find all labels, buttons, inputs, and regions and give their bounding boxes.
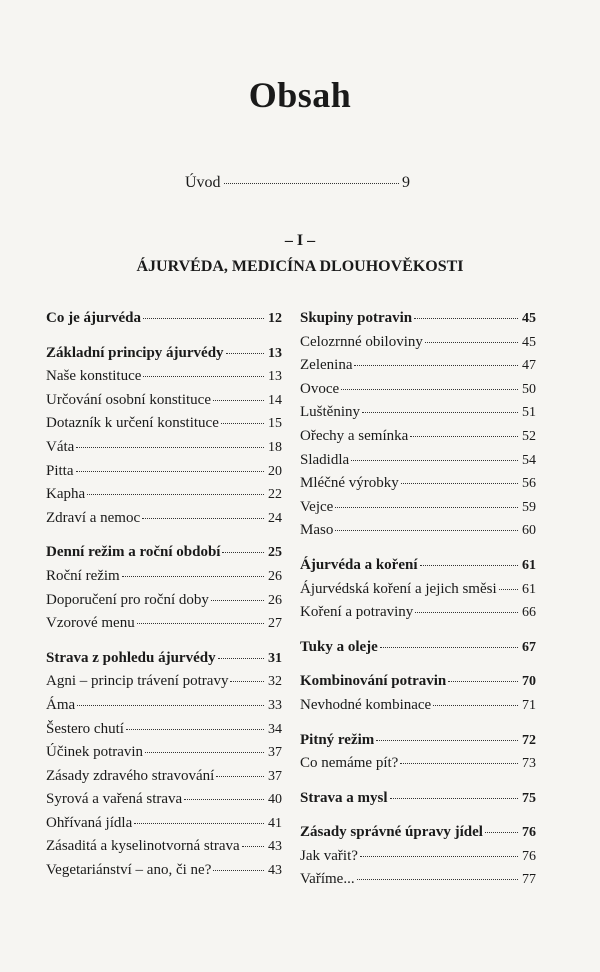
leader-dots [499,589,518,590]
leader-dots [137,623,264,624]
section-gap [46,533,282,544]
toc-entry[interactable] [46,510,282,534]
toc-entry[interactable] [46,768,282,792]
leader-dots [76,471,264,472]
leader-dots [433,705,518,706]
toc-entry[interactable] [300,871,536,895]
leader-dots [213,400,264,401]
toc-entry-label: Koření a potraviny [300,604,414,621]
toc-section-entry[interactable] [300,639,536,663]
leader-dots [415,612,518,613]
toc-entry-page: 14 [268,392,282,408]
toc-entry-page: 12 [268,311,282,326]
toc-entry-page: 60 [522,523,536,539]
part-number: – I – [284,232,316,249]
toc-entry-page: 40 [268,792,282,808]
toc-entry-label: Úvod [185,174,221,191]
toc-entry-page: 59 [522,499,536,515]
toc-entry-label: Celozrnné obiloviny [300,333,423,350]
toc-entry-page: 70 [522,674,536,690]
section-gap [300,662,536,673]
toc-entry-page: 77 [522,872,536,888]
leader-dots [87,494,264,495]
toc-entry[interactable] [46,486,282,510]
toc-entry-page: 61 [522,557,536,573]
toc-entry-page: 37 [268,768,282,784]
toc-entry-page: 61 [522,581,536,597]
toc-entry-page: 26 [268,592,282,608]
toc-entry[interactable] [46,862,282,886]
toc-entry-page: 56 [522,476,536,492]
toc-entry[interactable] [300,755,536,779]
toc-entry-page: 76 [522,848,536,864]
leader-dots [400,763,518,764]
leader-dots [143,318,264,319]
toc-section-entry[interactable] [46,650,282,674]
leader-dots [485,832,518,833]
toc-entry-label: Syrová a vařená strava [46,791,183,808]
toc-entry-label: Zdraví a nemoc [46,509,141,526]
toc-entry-label: Pitta [46,462,74,479]
toc-entry-page: 52 [522,428,536,444]
leader-dots [360,856,518,857]
toc-entry-label: Nevhodné kombinace [300,696,432,713]
leader-dots [211,600,264,601]
leader-dots [341,389,518,390]
toc-entry-page: 13 [268,369,282,385]
toc-entry-page: 51 [522,405,536,421]
toc-entry-page: 45 [522,311,536,326]
toc-entry[interactable] [46,568,282,592]
toc-entry[interactable] [46,791,282,815]
toc-section-entry[interactable] [46,544,282,568]
leader-dots [354,365,518,366]
toc-entry-label: Zásady zdravého stravování [46,767,215,784]
leader-dots [414,318,518,319]
leader-dots [126,729,264,730]
toc-entry-label: Agni – princip trávení potravy [46,673,229,690]
toc-section-entry[interactable] [300,557,536,581]
toc-entry-label: Kombinování potravin [300,673,447,690]
leader-dots [122,576,264,577]
leader-dots [242,846,264,847]
toc-entry[interactable] [300,334,536,358]
toc-entry-page: 26 [268,568,282,584]
toc-entry-page: 71 [522,697,536,713]
toc-entry-page: 34 [268,721,282,737]
toc-entry[interactable] [300,381,536,405]
toc-entry-page: 54 [522,452,536,468]
toc-entry[interactable] [46,439,282,463]
toc-entry-label: Ohřívaná jídla [46,814,133,831]
leader-dots [335,530,518,531]
toc-section-entry[interactable] [300,310,536,334]
toc-entry[interactable] [300,428,536,452]
leader-dots [222,552,264,553]
leader-dots [145,752,264,753]
toc-entry-page: 67 [522,639,536,655]
toc-left-column [46,310,282,886]
leader-dots [142,518,264,519]
section-gap [300,813,536,824]
toc-section-entry[interactable] [46,345,282,369]
toc-entry-page: 41 [268,815,282,831]
leader-dots [410,436,518,437]
toc-right-column [300,310,536,895]
toc-entry-label: Ájurvéda a koření [300,556,418,573]
toc-entry-page: 13 [268,345,282,361]
toc-entry-label: Zásady správné úpravy jídel [300,824,483,841]
toc-entry-label: Ořechy a semínka [300,427,409,444]
leader-dots [143,376,264,377]
leader-dots [216,776,264,777]
toc-entry-label: Určování osobní konstituce [46,391,211,408]
toc-entry-label: Vaříme... [300,871,355,888]
leader-dots [134,823,264,824]
section-gap [46,334,282,345]
toc-entry-page: 76 [522,825,536,841]
toc-entry-label: Doporučení pro roční doby [46,591,209,608]
leader-dots [184,799,264,800]
toc-entry-label: Dotazník k určení konstituce [46,415,219,432]
toc-entry-page: 31 [268,650,282,666]
toc-entry[interactable] [46,721,282,745]
toc-entry[interactable] [300,697,536,721]
toc-section-entry[interactable] [300,673,536,697]
toc-entry-page: 18 [268,439,282,455]
toc-entry-page: 32 [268,674,282,690]
toc-entry-label: Ovoce [300,380,340,397]
toc-entry-page: 50 [522,381,536,397]
toc-entry-label: Vejce [300,498,334,515]
leader-dots [224,183,399,184]
toc-entry-page: 72 [522,732,536,748]
leader-dots [335,507,518,508]
toc-entry-page: 43 [268,863,282,879]
toc-entry-label: Tuky a oleje [300,638,378,655]
toc-entry-label: Váta [46,438,75,455]
toc-entry[interactable] [300,475,536,499]
toc-entry-label: Denní režim a roční období [46,544,221,561]
part-title: ÁJURVÉDA, MEDICÍNA DLOUHOVĚKOSTI [136,258,464,275]
toc-entry[interactable] [46,592,282,616]
toc-entry[interactable] [46,415,282,439]
toc-entry[interactable] [46,697,282,721]
toc-entry-page: 24 [268,510,282,526]
toc-entry-label: Luštěniny [300,404,360,421]
toc-entry-label: Ájurvédská koření a jejich směsi [300,580,497,597]
toc-entry-label: Maso [300,522,334,539]
section-gap [300,721,536,732]
toc-entry[interactable] [46,368,282,392]
toc-entry-page: 75 [522,790,536,806]
toc-entry-page: 47 [522,358,536,374]
leader-dots [401,483,518,484]
toc-entry-page: 73 [522,756,536,772]
toc-entry-label: Áma [46,696,76,713]
toc-entry-label: Kapha [46,486,86,503]
toc-entry[interactable] [300,604,536,628]
toc-section-entry[interactable] [46,310,282,334]
toc-entry[interactable] [300,404,536,428]
toc-section-entry[interactable] [300,732,536,756]
toc-entry-page: 25 [268,545,282,561]
toc-entry-label: Co nemáme pít? [300,755,399,772]
toc-entry[interactable] [46,392,282,416]
leader-dots [213,870,264,871]
toc-entry[interactable] [300,522,536,546]
toc-entry-page: 20 [268,463,282,479]
toc-entry-label: Zelenina [300,357,353,374]
toc-entry-label: Strava z pohledu ájurvédy [46,649,216,666]
toc-entry-label: Sladidla [300,451,350,468]
leader-dots [376,740,518,741]
leader-dots [226,353,264,354]
toc-entry[interactable] [46,744,282,768]
section-gap [300,546,536,557]
toc-entry[interactable] [300,452,536,476]
toc-entry[interactable] [46,815,282,839]
toc-entry-label: Základní principy ájurvédy [46,344,224,361]
leader-dots [230,681,264,682]
toc-entry[interactable] [300,499,536,523]
toc-entry-label: Roční režim [46,567,120,584]
toc-entry-page: 33 [268,697,282,713]
toc-entry[interactable] [46,673,282,697]
toc-entry-label: Co je ájurvéda [46,310,141,326]
leader-dots [362,412,518,413]
leader-dots [357,879,518,880]
leader-dots [420,565,519,566]
toc-section-entry[interactable] [300,824,536,848]
toc-entry-page: 43 [268,839,282,855]
toc-entry-label: Strava a mysl [300,789,388,806]
leader-dots [390,798,519,799]
section-gap [300,779,536,790]
toc-entry[interactable] [300,357,536,381]
toc-entry[interactable] [46,838,282,862]
toc-section-entry[interactable] [300,790,536,814]
toc-entry-label: Zásaditá a kyselinotvorná strava [46,838,240,855]
toc-entry[interactable] [46,615,282,639]
toc-intro-entry[interactable] [185,174,410,192]
leader-dots [221,423,264,424]
toc-entry-label: Pitný režim [300,731,375,748]
leader-dots [448,681,518,682]
toc-entry-label: Jak vařit? [300,847,358,864]
page-title: Obsah [248,75,352,115]
leader-dots [77,705,264,706]
toc-entry-page: 22 [268,487,282,503]
toc-entry-label: Skupiny potravin [300,310,413,326]
toc-entry-label: Účinek potravin [46,744,144,761]
section-gap [46,639,282,650]
toc-entry-label: Šestero chutí [46,720,124,737]
toc-entry-label: Mléčné výrobky [300,475,399,492]
toc-entry-page: 9 [402,174,410,191]
leader-dots [351,460,518,461]
leader-dots [380,647,518,648]
toc-entry-page: 45 [522,334,536,350]
leader-dots [218,658,264,659]
leader-dots [76,447,264,448]
toc-entry[interactable] [300,848,536,872]
toc-entry-label: Naše konstituce [46,368,142,385]
toc-entry-page: 15 [268,416,282,432]
leader-dots [425,342,518,343]
toc-entry-page: 27 [268,616,282,632]
toc-entry[interactable] [46,463,282,487]
toc-entry[interactable] [300,581,536,605]
section-gap [300,628,536,639]
toc-entry-label: Vzorové menu [46,615,135,632]
toc-entry-label: Vegetariánství – ano, či ne? [46,862,212,879]
toc-entry-page: 66 [522,605,536,621]
toc-entry-page: 37 [268,745,282,761]
